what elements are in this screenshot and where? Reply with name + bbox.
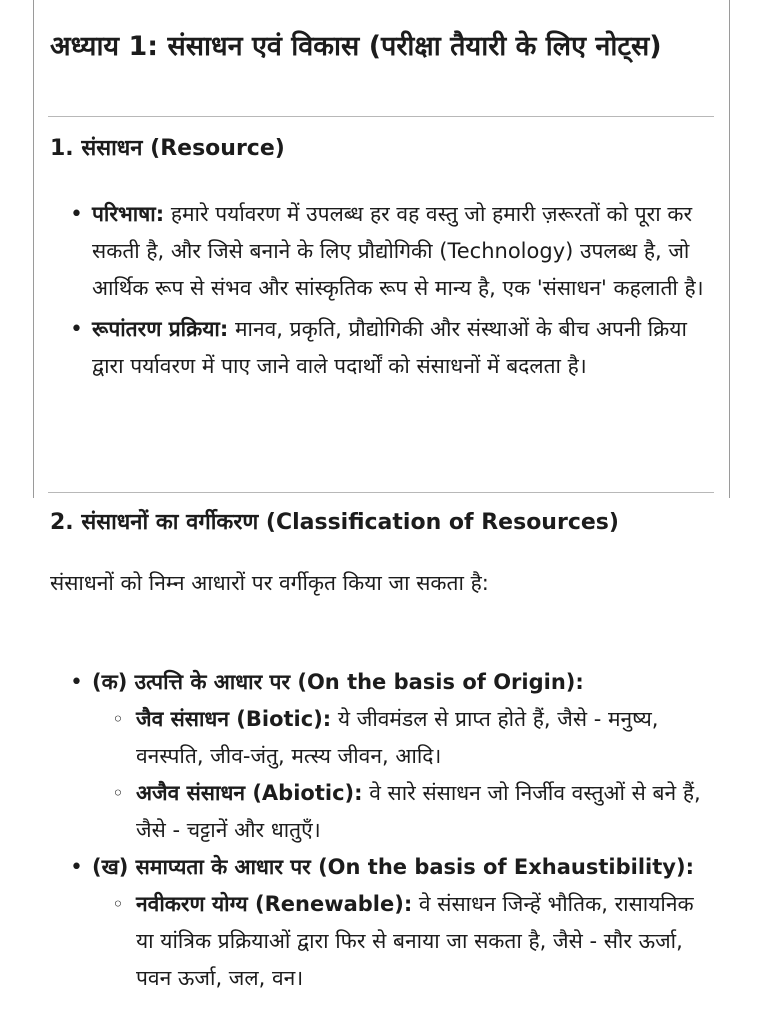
biotic-text: ये जीवमंडल से प्राप्त होते हैं, जैसे - मनुष्य, वनस्पति, जीव-जंतु, मत्स्य जीवन, आदि।	[136, 707, 659, 768]
section-2-list	[0, 664, 732, 997]
origin-label: (क) उत्पत्ति के आधार पर (On the basis of Origin):	[92, 670, 584, 694]
list-item-exhaustibility	[0, 849, 732, 886]
definition-term: परिभाषा:	[92, 202, 165, 226]
abiotic-text: वे सारे संसाधन जो निर्जीव वस्तुओं से बने हैं, जैसे - चट्टानें और धातुएँ।	[136, 781, 701, 842]
sub-item-biotic	[0, 701, 716, 775]
list-item-definition	[0, 196, 704, 307]
abiotic-term: अजैव संसाधन (Abiotic):	[136, 781, 363, 805]
transformation-text: मानव, प्रकृति, प्रौद्योगिकी और संस्थाओं के बीच अपनी क्रिया द्वारा पर्यावरण में पाए जाने वाले पदार्थों को संसाधनों में बदलता है।	[92, 317, 687, 378]
biotic-term: जैव संसाधन (Biotic):	[136, 707, 332, 731]
section-2-intro: संसाधनों को निम्न आधारों पर वर्गीकृत किया जा सकता है:	[50, 571, 489, 595]
page-title: अध्याय 1: संसाधन एवं विकास (परीक्षा तैयारी के लिए नोट्स)	[50, 31, 662, 62]
title-divider	[48, 116, 714, 117]
list-item-origin	[0, 664, 732, 701]
section-divider	[48, 492, 714, 493]
section-1-heading: 1. संसाधन (Resource)	[50, 136, 285, 161]
section-2-heading: 2. संसाधनों का वर्गीकरण (Classification of Resources)	[50, 510, 619, 535]
renewable-text: वे संसाधन जिन्हें भौतिक, रासायनिक या यांत्रिक प्रक्रियाओं द्वारा फिर से बनाया जा सकता है, जैसे - सौर ऊर्जा, पवन ऊर्जा, जल, वन।	[136, 892, 694, 990]
list-item-transformation	[0, 311, 704, 385]
transformation-term: रूपांतरण प्रक्रिया:	[92, 317, 229, 341]
definition-text: हमारे पर्यावरण में उपलब्ध हर वह वस्तु जो हमारी ज़रूरतों को पूरा कर सकती है, और जिसे बनाने के लिए प्रौद्योगिकी (Technology) उपलब्ध है, जो आर्थिक रूप से संभव और सांस्कृतिक रूप से मान्य है, एक 'संसाधन' कहलाती है।	[92, 202, 704, 300]
sub-item-abiotic	[0, 775, 716, 849]
renewable-term: नवीकरण योग्य (Renewable):	[136, 892, 413, 916]
section-1-list	[0, 196, 704, 389]
sub-item-renewable	[0, 886, 716, 997]
exhaustibility-label: (ख) समाप्यता के आधार पर (On the basis of Exhaustibility):	[92, 855, 694, 879]
